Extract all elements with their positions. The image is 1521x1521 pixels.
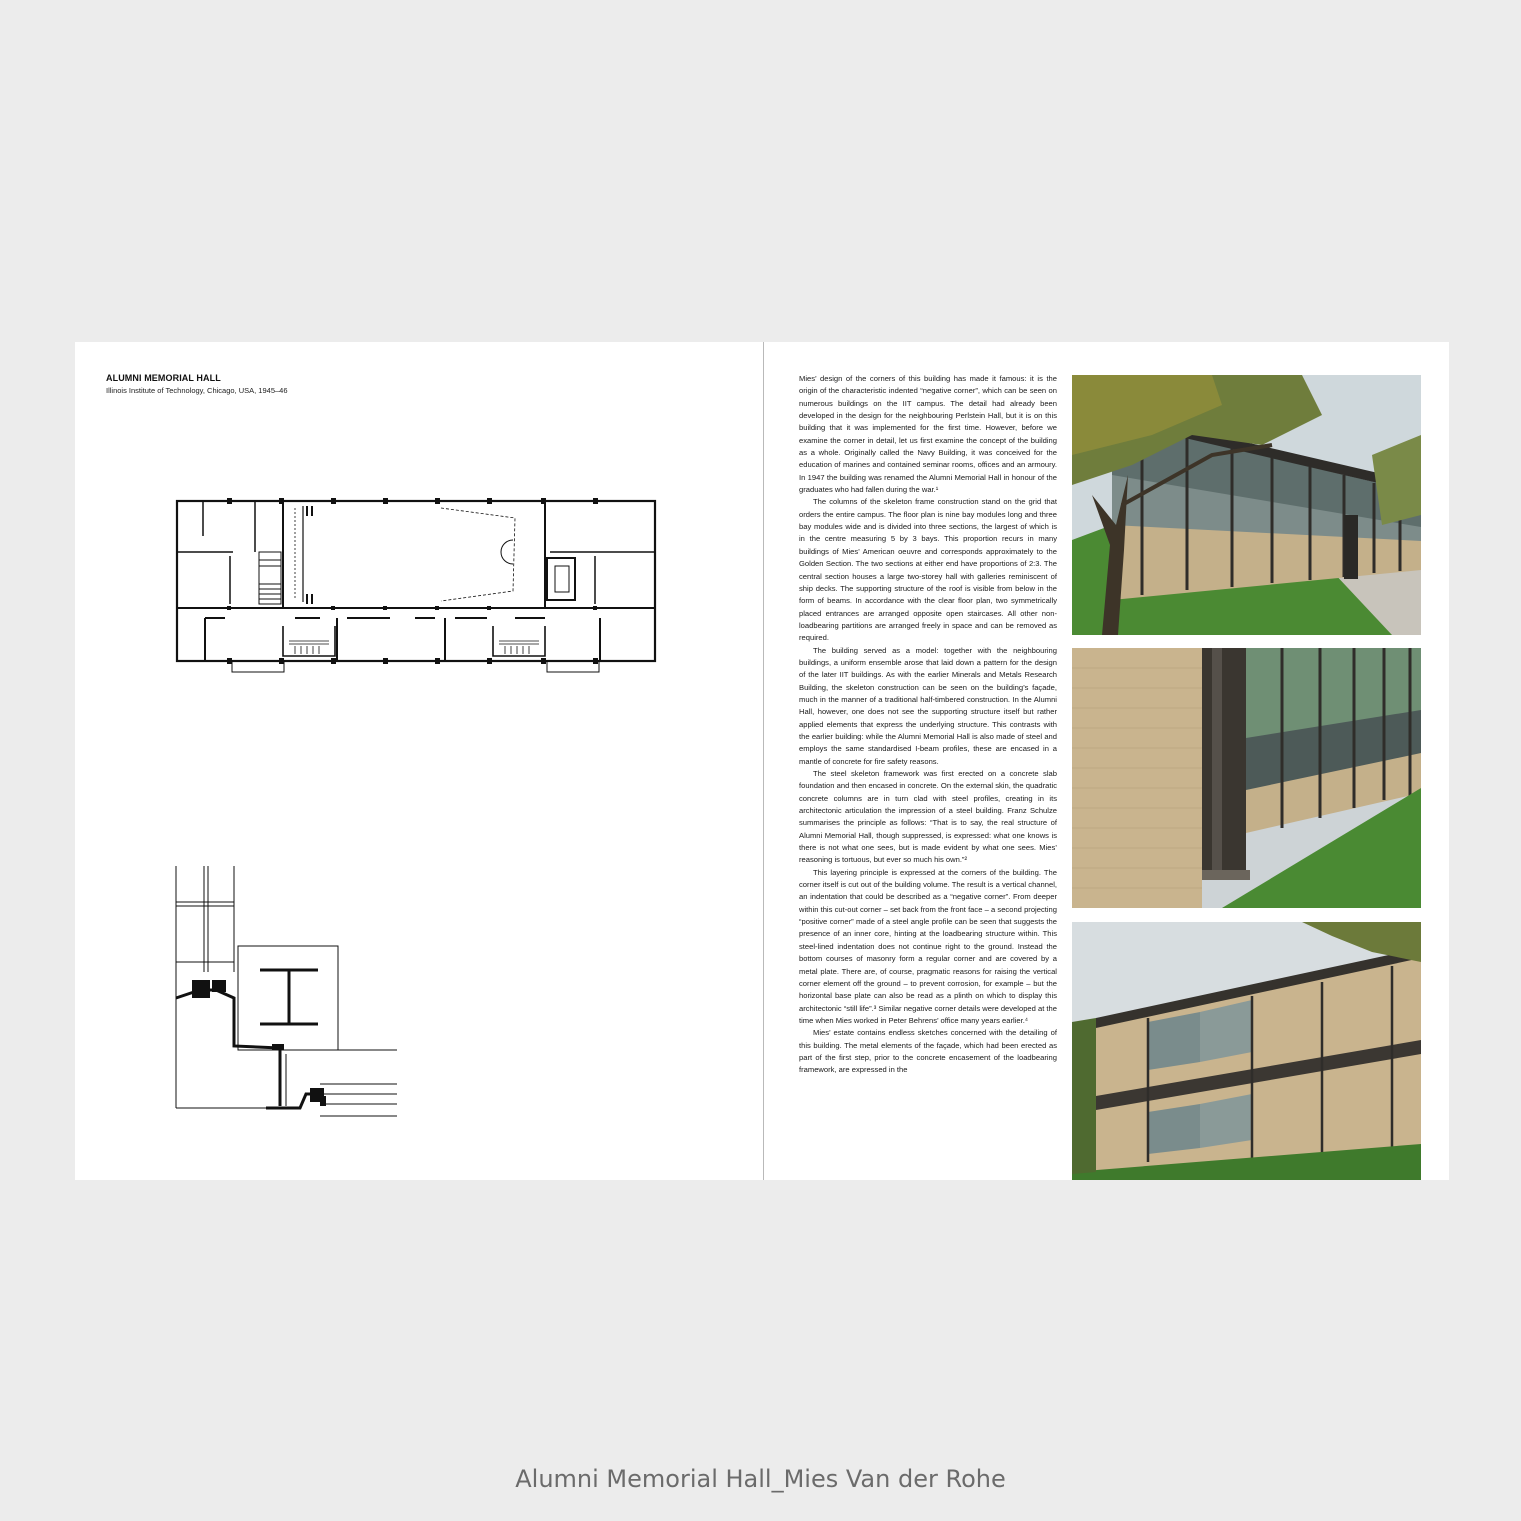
floor-plan-drawing: [175, 496, 660, 678]
corner-detail-drawing: [172, 862, 402, 1122]
article-paragraph: The steel skeleton framework was first erected on a concrete slab foundation and then encased in concrete. On the external skin, the quadratic concrete columns are in turn clad with steel profiles, creating in its architectonic articulation the impression of a steel building. Franz Schulze summarises the principle as follows: “That is to say, the real structure of Alumni Memorial Hall, though suppressed, is expressed: what one knows is there is not what one sees, but is made evident by what one sees. Mies’ reasoning is tortuous, but ever so much his own.”²: [799, 769, 1057, 865]
book-spread: [75, 342, 1449, 1180]
article-body: [799, 373, 1057, 1077]
article-paragraph: The building served as a model: together with the neighbouring buildings, a uniform ensemble arose that laid down a pattern for the design of the later IIT buildings. As with the earlier Minerals and Metals Research Building, the skeleton construction can be seen on the building’s façade, much in the manner of a traditional half-timbered construction. In the Alumni Hall, however, one does not see the supporting structure itself but rather applied elements that express the underlying structure. This contrasts with the earlier building: while the Alumni Memorial Hall is also made of steel and employs the same standardised I-beam profiles, these are encased in a mantle of concrete for fire safety reasons.: [799, 645, 1057, 766]
article-paragraph: This layering principle is expressed at the corners of the building. The corner itself is cut out of the building volume. The result is a vertical channel, an indentation that could be described as a “negative corner”. From deeper within this cut-out corner – set back from the front face – a second projecting “positive corner” made of a steel angle profile can be seen that suggests the presence of an inner core, hinting at the loadbearing structure within. This steel-lined indentation does not continue right to the ground. Instead the bottom courses of masonry form a regular corner and are covered by a metal plate. There are, of course, pragmatic reasons for raising the vertical corner element off the ground – to prevent corrosion, for example – but the horizontal base plate can also be read as a plinth on which to display this architectonic “still life”.³ Similar negative corner details were developed at the time when Mies worked in Peter Behrens’ office many years earlier.⁴: [799, 867, 1057, 1025]
page-subtitle: Illinois Institute of Technology, Chicago, USA, 1945–46: [106, 386, 288, 395]
photo-two-storey-facade: [1072, 922, 1421, 1180]
article-paragraph: Mies’ estate contains endless sketches concerned with the detailing of this building. The metal elements of the façade, which had been erected as part of the first step, prior to the concrete encasement of the loadbearing framework, are expressed in the: [799, 1028, 1057, 1075]
image-caption: Alumni Memorial Hall_Mies Van der Rohe: [515, 1465, 1006, 1493]
page-gutter: [763, 342, 764, 1180]
page-title: ALUMNI MEMORIAL HALL: [106, 373, 221, 383]
photo-facade-with-trees: [1072, 375, 1421, 635]
photo-negative-corner: [1072, 648, 1421, 908]
article-paragraph: Mies’ design of the corners of this building has made it famous: it is the origin of the characteristic indented “negative corner”, which can be seen on numerous buildings on the IIT campus. The detail had already been developed in the design for the neighbouring Perlstein Hall, but it is on this building that it was implemented for the first time. However, before we examine the corner in detail, let us first examine the concept of the building as a whole. Originally called the Navy Building, it was conceived for the education of marines and contained seminar rooms, offices and an armoury. In 1947 the building was renamed the Alumni Memorial Hall in honour of the graduates who had fallen during the war.¹: [799, 374, 1057, 495]
article-paragraph: The columns of the skeleton frame construction stand on the grid that orders the entire campus. The floor plan is nine bay modules long and three bay modules wide and is divided into three sections, the largest of which is in the centre measuring 5 by 3 bays. This proportion recurs in many buildings of Mies’ American oeuvre and corresponds approximately to the Golden Section. The two sections at either end have proportions of 2:3. The central section houses a large two-storey hall with galleries reminiscent of ship decks. The supporting structure of the roof is visible from below in the form of beams. In accordance with the clear floor plan, two symmetrically placed entrances are arranged opposite open staircases. All other non-loadbearing partitions are arranged freely in space and can be removed as required.: [799, 497, 1057, 643]
